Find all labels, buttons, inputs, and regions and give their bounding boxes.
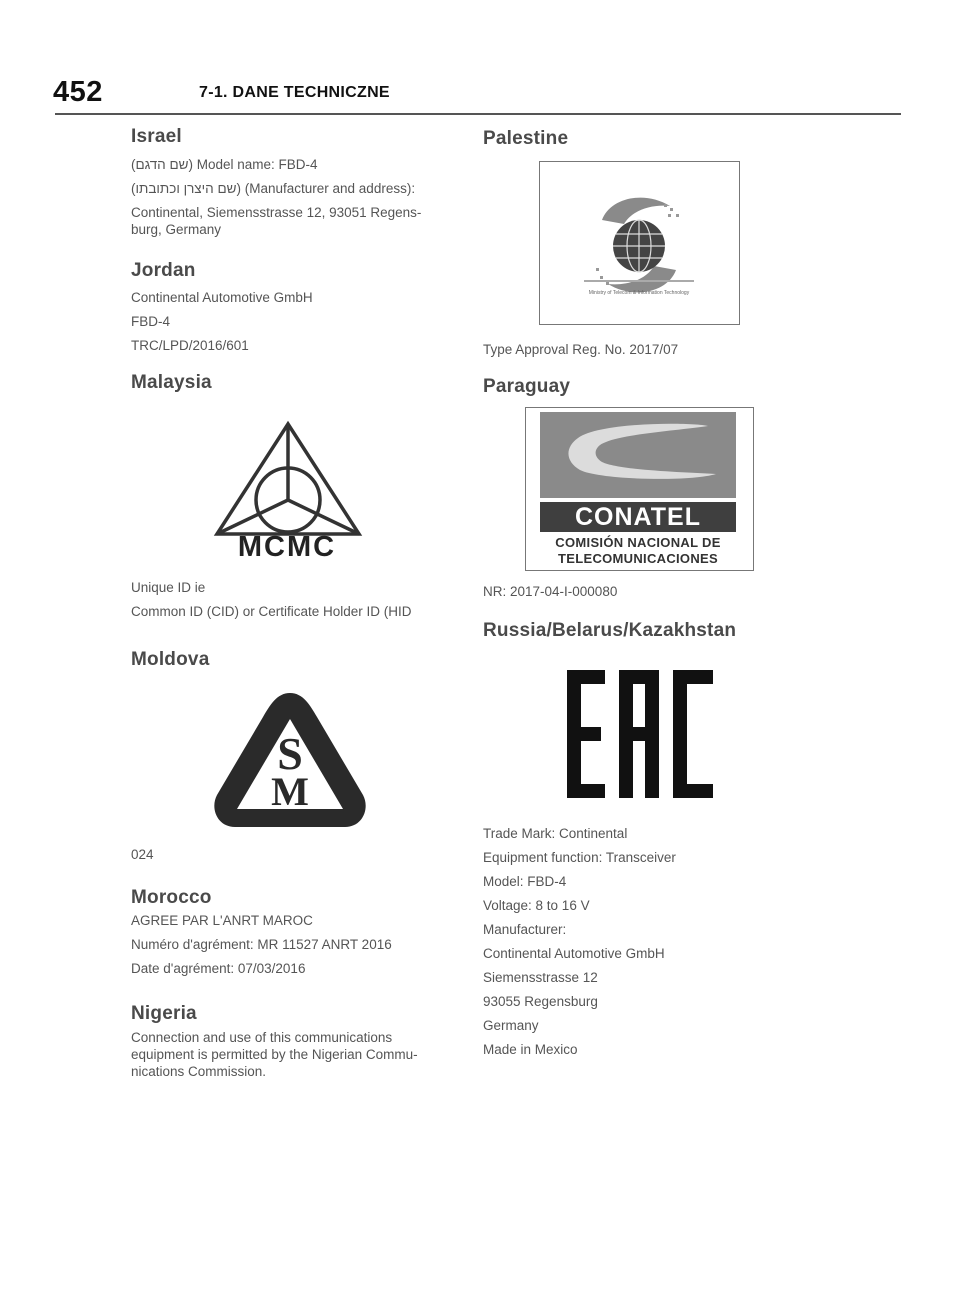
russia-line: Model: FBD-4	[483, 874, 567, 889]
russia-line: Trade Mark: Continental	[483, 826, 628, 841]
page-header	[0, 76, 960, 116]
israel-address: Continental, Siemensstrasse 12, 93051 Regens-burg, Germany	[131, 205, 422, 237]
russia-line: Germany	[483, 1018, 539, 1033]
moldova-letter-m: M	[271, 769, 309, 814]
mcmc-logo-text: MCMC	[237, 531, 337, 560]
section-paraguay	[483, 376, 773, 599]
page-number: 452	[53, 76, 103, 108]
morocco-line: Numéro d'agrément: MR 11527 ANRT 2016	[131, 937, 392, 952]
malaysia-line: Common ID (CID) or Certificate Holder ID (HID	[131, 604, 412, 619]
russia-line: 93055 Regensburg	[483, 994, 598, 1009]
jordan-line: Continental Automotive GmbH	[131, 290, 313, 305]
russia-line: Made in Mexico	[483, 1042, 578, 1057]
palestine-text: Type Approval Reg. No. 2017/07	[483, 342, 679, 357]
section-nigeria	[131, 1003, 451, 1080]
mcmc-logo-icon	[209, 420, 369, 560]
palestine-logo-caption: Ministry of Telecom & Information Technology	[588, 290, 690, 296]
conatel-sub1: COMISIÓN NACIONAL DE	[555, 535, 721, 550]
paraguay-text: NR: 2017-04-I-000080	[483, 584, 618, 599]
section-russia	[483, 620, 773, 1057]
section-title: Jordan	[131, 260, 196, 281]
conatel-c-icon	[540, 412, 736, 498]
russia-line: Manufacturer:	[483, 922, 567, 937]
conatel-logo-frame	[525, 407, 754, 571]
moldova-sm-logo-icon	[207, 687, 373, 833]
morocco-line: AGREE PAR L'ANRT MAROC	[131, 913, 313, 928]
section-moldova	[131, 649, 451, 862]
conatel-logo-graphic	[540, 412, 736, 498]
russia-line: Voltage: 8 to 16 V	[483, 898, 590, 913]
russia-line: Siemensstrasse 12	[483, 970, 598, 985]
conatel-sub2: TELECOMUNICACIONES	[558, 551, 718, 566]
moldova-number: 024	[131, 847, 154, 862]
malaysia-line: Unique ID ie	[131, 580, 206, 595]
chapter-title: 7-1. DANE TECHNICZNE	[199, 84, 390, 101]
conatel-brand: CONATEL	[540, 502, 736, 532]
section-title: Moldova	[131, 649, 210, 670]
header-rule	[55, 113, 901, 115]
section-palestine	[483, 128, 773, 357]
section-title: Morocco	[131, 887, 212, 908]
russia-line: Equipment function: Transceiver	[483, 850, 676, 865]
section-title: Russia/Belarus/Kazakhstan	[483, 620, 737, 641]
jordan-line: FBD-4	[131, 314, 171, 329]
nigeria-text: Connection and use of this communications equipment is permitted by the Nigerian Commu-nications Commission.	[131, 1030, 418, 1079]
section-title: Israel	[131, 126, 182, 147]
palestine-ministry-logo-icon	[540, 162, 738, 323]
morocco-line: Date d'agrément: 07/03/2016	[131, 961, 306, 976]
section-jordan	[131, 260, 451, 353]
israel-model: (שם הדגם) Model name: FBD-4	[131, 157, 318, 172]
russia-line: Continental Automotive GmbH	[483, 946, 665, 961]
section-malaysia	[131, 372, 451, 619]
moldova-letter-s: S	[277, 728, 303, 779]
section-israel	[131, 126, 451, 238]
section-title: Malaysia	[131, 372, 212, 393]
eac-conformity-mark-icon	[567, 670, 715, 800]
israel-manufacturer-label: (שם היצרן וכתובתו) (Manufacturer and address):	[131, 181, 416, 196]
section-title: Paraguay	[483, 376, 571, 397]
section-title: Palestine	[483, 128, 569, 149]
jordan-line: TRC/LPD/2016/601	[131, 338, 249, 353]
section-title: Nigeria	[131, 1003, 197, 1024]
palestine-logo-frame	[539, 161, 740, 325]
section-morocco	[131, 887, 451, 976]
